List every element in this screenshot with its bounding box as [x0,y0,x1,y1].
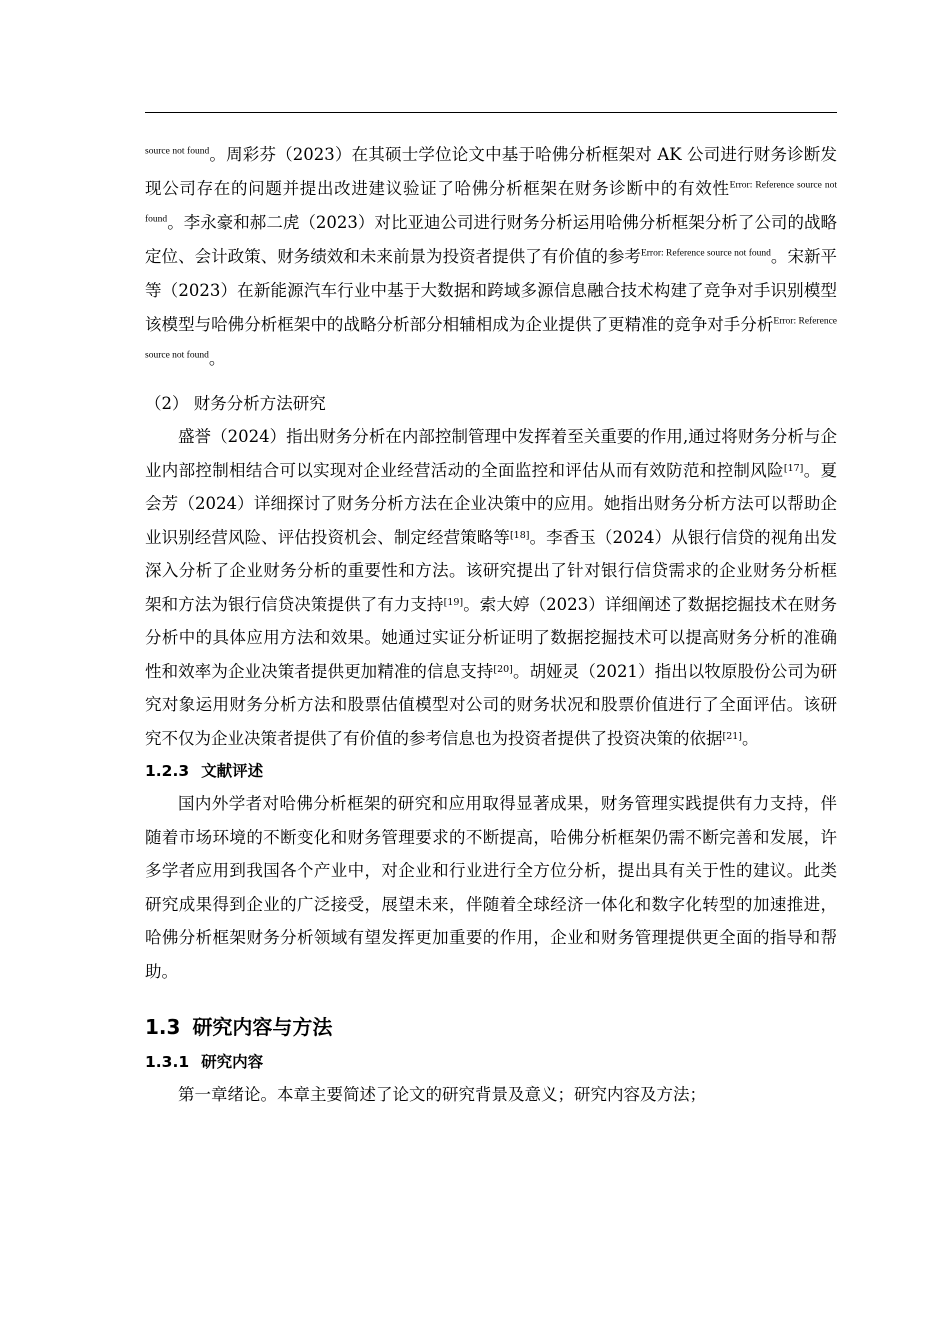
heading-1-2-3: 1.2.3 文献评述 [145,762,264,780]
subsection-financial-analysis-methods: （2） 财务分析方法研究 [145,394,326,413]
citation-19: [19] [443,596,464,608]
citation-20: [20] [493,663,513,675]
paragraph-financial-analysis-methods: 盛誉（2024）指出财务分析在内部控制管理中发挥着至关重要的作用,通过将财务分析与企业内部控制相结合可以实现对企业经营活动的全面监控和评估从而有效防范和控制风险[17]。夏会芳（2024）详细探讨了财务分析方法在企业决策中的应用。她指出财务分析方法可以帮助企业识别经营风险、评估投资机会、制定经营策略等[18]。李香玉（2024）从银行信贷的视角出发深入分析了企业财务分析的重要性和方法。该研究提出了针对银行信贷需求的企业财务分析框架和方法为银行信贷决策提供了有力支持[19]。索大婷（2023）详细阐述了数据挖掘技术在财务分析中的具体应用方法和效果。她通过实证分析证明了数据挖掘技术可以提高财务分析的准确性和效率为企业决策者提供更加精准的信息支持[20]。胡娅灵（2021）指出以牧原股份公司为研究对象运用财务分析方法和股票估值模型对公司的财务状况和股票价值进行了全面评估。该研究不仅为企业决策者提供了有价值的参考信息也为投资者提供了投资决策的依据[21]。 [145,427,838,748]
paragraph-harvard-framework-studies: $^{source not found}$。周彩芬（2023）在其硕士学位论文中基于哈佛分析框架对 AK 公司进行财务诊断发现公司存在的问题并提出改进建议验证了哈佛分析框架在财务诊断中的有效性$^{Error: Reference source not found}$。李永豪和郝二虎（2023）对比亚迪公司进行财务分析运用哈佛分析框架分析了公司的战略定位、会计政策、财务绩效和未来前景为投资者提供了有价值的参考$^{Error: Reference source not found}$。宋新平等（2023）在新能源汽车行业中基于大数据和跨域多源信息融合技术构建了竞争对手识别模型该模型与哈佛分析框架中的战略分析部分相辅相成为企业提供了更精准的竞争对手分析$^{Error: Reference source not found}$。 [145,145,838,368]
header-rule [145,112,837,113]
heading-1-3-1: 1.3.1 研究内容 [145,1053,264,1071]
paragraph-literature-review: 国内外学者对哈佛分析框架的研究和应用取得显著成果，财务管理实践提供有力支持，伴随着市场环境的不断变化和财务管理要求的不断提高，哈佛分析框架仍需不断完善和发展，许多学者应用到我国各个产业中，对企业和行业进行全方位分析，提出具有关于性的建议。此类研究成果得到企业的广泛接受，展望未来，伴随着全球经济一体化和数字化转型的加速推进，哈佛分析框架财务分析领域有望发挥更加重要的作用，企业和财务管理提供更全面的指导和帮助。 [145,794,837,981]
heading-1-3: 1.3 研究内容与方法 [145,1015,333,1039]
citation-21: [21] [722,730,743,742]
error-reference: Error: Reference source not found [145,180,837,225]
page-body [145,138,837,1112]
paragraph-research-content: 第一章绪论。本章主要简述了论文的研究背景及意义；研究内容及方法； [178,1085,706,1104]
citation-17: [17] [783,462,804,474]
error-reference: Error: Reference source not found [640,248,771,259]
error-reference: Error: Reference source not found [145,316,837,361]
citation-18: [18] [509,529,530,541]
error-reference: source not found [145,146,210,157]
